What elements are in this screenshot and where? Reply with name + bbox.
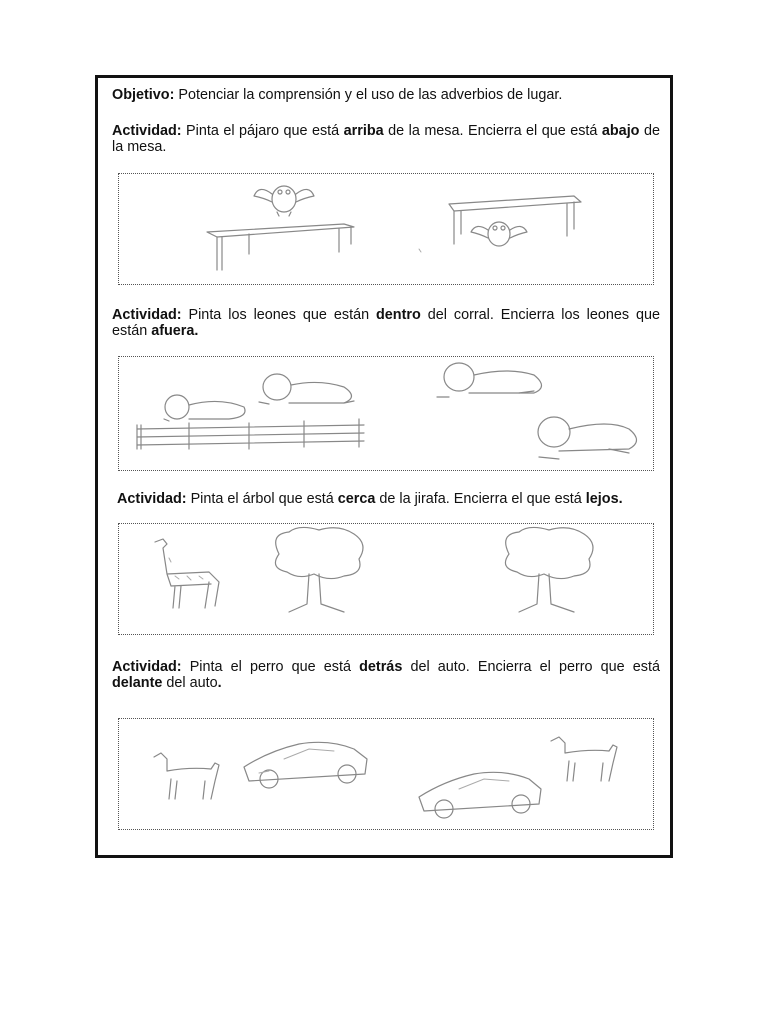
tree-far-icon[interactable] [505, 527, 593, 612]
activity-3-panel [118, 523, 654, 635]
fence-icon [137, 419, 364, 449]
activity-text: del auto [162, 675, 218, 691]
objective-label: Objetivo: [112, 87, 175, 103]
activity-text: de la mesa. Encierra el que está [383, 123, 602, 139]
activity-label: Actividad: [112, 307, 182, 323]
activity-text: de la mesa. [112, 123, 660, 155]
keyword-dentro: dentro [376, 307, 421, 323]
activity-label: Actividad: [112, 123, 182, 139]
activity-label: Actividad: [117, 491, 187, 507]
activity-1-text [112, 123, 660, 155]
tree-near-icon[interactable] [275, 527, 363, 612]
objective-body: Potenciar la comprensión y el uso de las adverbios de lugar. [174, 87, 563, 103]
keyword-lejos: lejos. [585, 491, 623, 507]
keyword-delante: delante [112, 675, 163, 691]
activity-label: Actividad: [112, 659, 182, 675]
activity-1-panel [118, 173, 654, 285]
keyword-afuera: afuera. [151, 323, 199, 339]
activity-text: del auto. Encierra el perro que está [402, 659, 660, 675]
activity-2-panel [118, 356, 654, 471]
activity-text: . [217, 675, 222, 691]
activity-2-text [112, 307, 660, 339]
table-2-icon [449, 196, 581, 244]
lion-inside-2-icon[interactable] [259, 374, 354, 404]
objective-text [112, 87, 660, 103]
activity-text: Pinta los leones que están [181, 307, 377, 323]
keyword-detras: detrás [359, 659, 403, 675]
activity-4-text [112, 659, 660, 691]
bird-below-icon[interactable] [471, 222, 527, 246]
table-1-icon [207, 224, 354, 270]
car-1-icon [244, 742, 367, 788]
keyword-cerca: cerca [337, 491, 376, 507]
activity-3-text [117, 491, 660, 507]
keyword-arriba: arriba [343, 123, 384, 139]
keyword-abajo: abajo [601, 123, 640, 139]
dogs-cars-illustration [119, 719, 655, 831]
activity-text: Pinta el pájaro que está [181, 123, 344, 139]
birds-tables-illustration [119, 174, 655, 286]
lion-outside-1-icon[interactable] [437, 363, 542, 397]
lion-inside-1-icon[interactable] [164, 395, 245, 421]
activity-text: Pinta el árbol que está [186, 491, 338, 507]
activity-4-panel [118, 718, 654, 830]
lions-illustration [119, 357, 655, 472]
lion-outside-2-icon[interactable] [538, 417, 637, 459]
giraffe-trees-illustration [119, 524, 655, 636]
worksheet-frame [95, 75, 673, 858]
activity-text: Pinta el perro que está [181, 659, 360, 675]
activity-text: de la jirafa. Encierra el que está [375, 491, 586, 507]
dog-1-icon[interactable] [154, 753, 219, 799]
car-2-icon [419, 772, 541, 818]
giraffe-icon [155, 539, 219, 608]
activity-text: del corral. Encierra los leones que están [112, 307, 660, 339]
dog-2-icon[interactable] [551, 737, 617, 781]
bird-above-icon[interactable] [254, 186, 314, 216]
